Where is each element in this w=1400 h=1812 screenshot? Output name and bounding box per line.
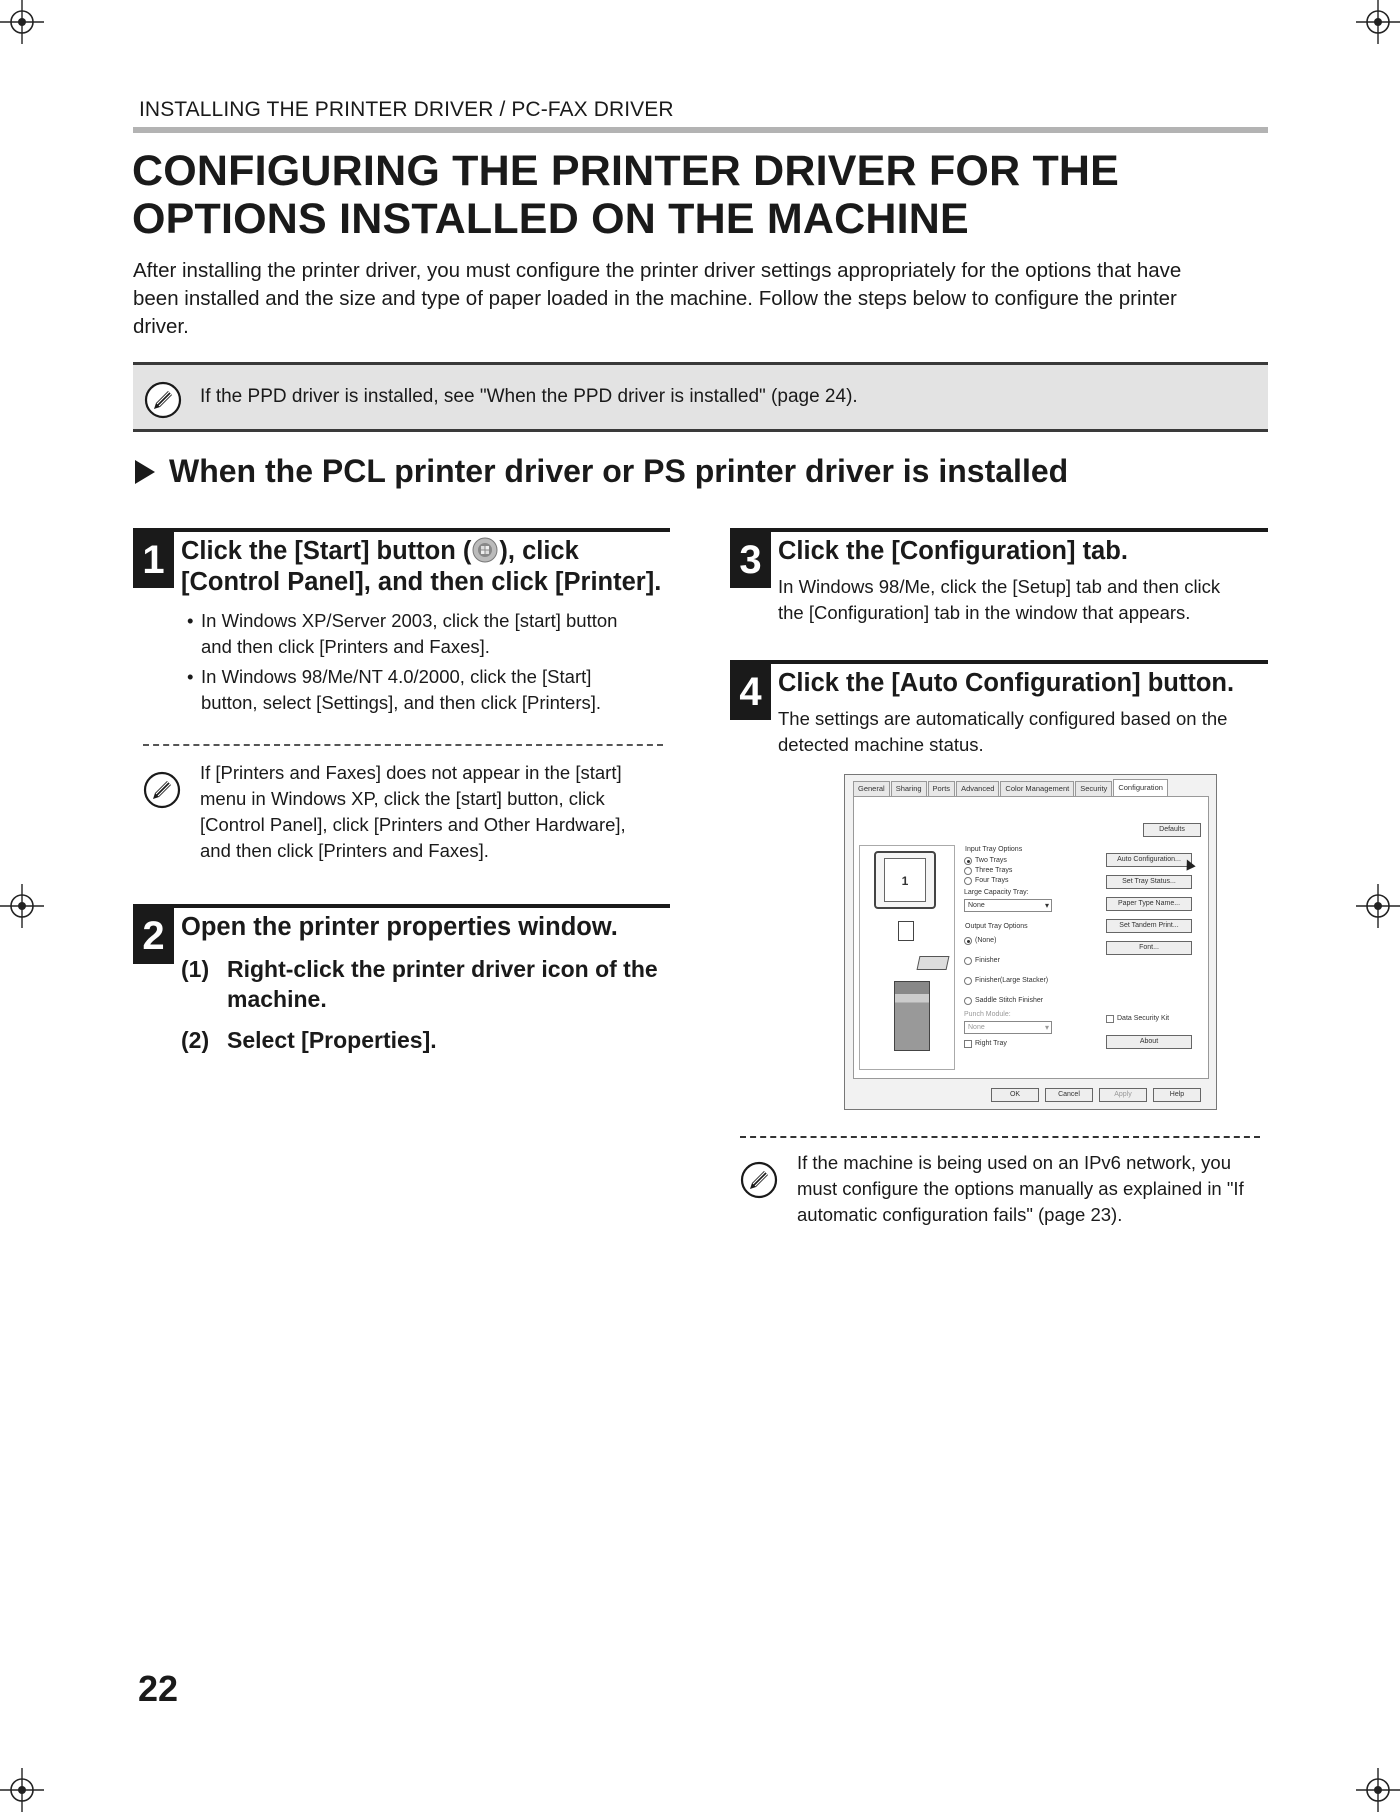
step-1-note-line-4: and then click [Printers and Faxes]. (200, 840, 489, 861)
section-heading-text: When the PCL printer driver or PS printer driver is installed (169, 453, 1069, 489)
set-tandem-print-button[interactable]: Set Tandem Print... (1106, 919, 1192, 933)
step-1-note-line-3: [Control Panel], click [Printers and Other Hardware], (200, 814, 626, 835)
crop-mark-bottom-left (0, 1768, 44, 1812)
tray-stack-icon (898, 921, 914, 941)
output-none-label: (None) (975, 937, 997, 944)
step-3-rule (730, 528, 1268, 532)
step-1-note-line-2: menu in Windows XP, click the [start] button, click (200, 788, 605, 809)
printer-properties-dialog-screenshot (844, 774, 1217, 1110)
step-4 (730, 660, 1268, 770)
page-title (132, 147, 1282, 243)
step-2-substep-2-number: (2) (181, 1027, 210, 1053)
output-tray-icon (917, 956, 950, 970)
apply-button[interactable]: Apply (1099, 1088, 1147, 1102)
four-trays-radio[interactable] (964, 877, 972, 885)
tray-diagram-icon (874, 851, 936, 909)
step-4-note-divider (740, 1136, 1260, 1138)
tab-advanced[interactable]: Advanced (956, 781, 999, 797)
tab-sharing[interactable]: Sharing (891, 781, 927, 797)
large-capacity-tray-select[interactable]: None ▾ (964, 899, 1052, 912)
finisher-large-stacker-radio[interactable] (964, 977, 972, 985)
saddle-stitch-finisher-radio[interactable] (964, 997, 972, 1005)
tab-security[interactable]: Security (1075, 781, 1112, 797)
step-3-desc-line-2: the [Configuration] tab in the window that appears. (778, 602, 1191, 623)
step-3 (730, 528, 1268, 638)
four-trays-label: Four Trays (975, 877, 1009, 884)
punch-module-select[interactable]: None ▾ (964, 1021, 1052, 1034)
output-tray-options-label: Output Tray Options (965, 923, 1028, 930)
step-1-bullet-1-line-2: and then click [Printers and Faxes]. (201, 636, 490, 657)
data-security-kit-label: Data Security Kit (1117, 1015, 1170, 1022)
step-1-bullet-2-line-1: In Windows 98/Me/NT 4.0/2000, click the [Start] (201, 666, 592, 687)
step-2-number: 2 (133, 908, 174, 964)
step-2-rule (133, 904, 670, 908)
step-4-note-line-1: If the machine is being used on an IPv6 network, you (797, 1152, 1231, 1173)
windows-start-button-icon (471, 536, 499, 564)
crop-mark-top-right (1356, 0, 1400, 44)
pencil-note-icon (143, 380, 183, 420)
output-none-radio[interactable] (964, 937, 972, 945)
step-4-note-line-3: automatic configuration fails" (page 23). (797, 1204, 1123, 1225)
intro-line-3: driver. (133, 315, 189, 338)
pencil-note-icon (142, 770, 182, 810)
step-4-number: 4 (730, 664, 771, 720)
step-4-note-text (797, 1150, 1244, 1228)
step-1-number: 1 (133, 532, 174, 588)
page-title-line-1: CONFIGURING THE PRINTER DRIVER FOR THE (132, 147, 1120, 195)
crop-mark-middle-left (0, 884, 44, 928)
auto-configuration-button[interactable]: Auto Configuration... (1106, 853, 1192, 867)
ok-button[interactable]: OK (991, 1088, 1039, 1102)
step-1-rule (133, 528, 670, 532)
finisher-radio[interactable] (964, 957, 972, 965)
tray-inner-page: 1 (884, 858, 926, 902)
right-tray-checkbox[interactable] (964, 1040, 972, 1048)
finisher-label: Finisher (975, 957, 1000, 964)
bullet-dot: • (187, 666, 194, 687)
step-3-desc-line-1: In Windows 98/Me, click the [Setup] tab and then click (778, 576, 1221, 597)
step-2-substep-1-line-2: machine. (227, 986, 327, 1012)
copier-machine-icon (894, 981, 930, 1051)
configuration-panel (853, 796, 1209, 1079)
input-tray-options-label: Input Tray Options (965, 846, 1023, 853)
step-4-title: Click the [Auto Configuration] button. (778, 669, 1235, 697)
tab-general[interactable]: General (853, 781, 890, 797)
step-1-title (181, 536, 661, 598)
step-2-substep-1-text (227, 954, 658, 1014)
tab-configuration[interactable]: Configuration (1113, 779, 1168, 796)
step-3-title: Click the [Configuration] tab. (778, 537, 1128, 565)
step-2-substep-2-text: Select [Properties]. (227, 1027, 437, 1053)
tab-color-management[interactable]: Color Management (1000, 781, 1074, 797)
intro-paragraph (133, 257, 1273, 341)
finisher-large-stacker-label: Finisher(Large Stacker) (975, 977, 1049, 984)
about-button[interactable]: About (1106, 1035, 1192, 1049)
header-rule (133, 127, 1268, 133)
page-title-line-2: OPTIONS INSTALLED ON THE MACHINE (132, 195, 969, 243)
step-4-rule (730, 660, 1268, 664)
running-head: INSTALLING THE PRINTER DRIVER / PC-FAX DRIVER (139, 98, 674, 121)
set-tray-status-button[interactable]: Set Tray Status... (1106, 875, 1192, 889)
step-4-desc-line-1: The settings are automatically configured based on the (778, 708, 1228, 729)
step-1-bullet-1 (187, 608, 618, 660)
two-trays-radio[interactable] (964, 857, 972, 865)
step-2-substep-1-number: (1) (181, 956, 210, 982)
step-1-bullet-2 (187, 664, 602, 716)
section-heading (135, 453, 1068, 490)
crop-mark-top-left (0, 0, 44, 44)
step-1-note-divider (143, 744, 663, 746)
page-number: 22 (138, 1668, 179, 1709)
crop-mark-bottom-right (1356, 1768, 1400, 1812)
ppd-note-box (133, 362, 1268, 432)
step-4-note-line-2: must configure the options manually as explained in "If (797, 1178, 1244, 1199)
step-4-description (778, 706, 1227, 758)
right-tray-label: Right Tray (975, 1040, 1007, 1047)
bullet-dot: • (187, 610, 194, 631)
tab-ports[interactable]: Ports (928, 781, 956, 797)
machine-illustration (859, 845, 955, 1070)
ppd-note-text: If the PPD driver is installed, see "When the PPD driver is installed" (page 24). (200, 386, 858, 407)
three-trays-radio[interactable] (964, 867, 972, 875)
step-1-bullet-1-line-1: In Windows XP/Server 2003, click the [start] button (201, 610, 618, 631)
step-1-title-part-a: Click the [Start] button ( (181, 537, 472, 565)
step-2-title: Open the printer properties window. (181, 913, 618, 941)
mouse-cursor-icon (1182, 857, 1195, 870)
intro-line-2: been installed and the size and type of paper loaded in the machine. Follow the steps below to configure the printer (133, 287, 1177, 310)
triangle-bullet-icon (135, 460, 155, 484)
crop-mark-middle-right (1356, 884, 1400, 928)
data-security-kit-checkbox[interactable] (1106, 1015, 1114, 1023)
saddle-stitch-finisher-label: Saddle Stitch Finisher (975, 997, 1044, 1004)
dialog-tab-bar (853, 781, 1169, 797)
defaults-button[interactable]: Defaults (1143, 823, 1201, 837)
font-button[interactable]: Font... (1106, 941, 1192, 955)
step-1-title-line-2: [Control Panel], and then click [Printer]. (181, 568, 662, 596)
step-1-bullet-2-line-2: button, select [Settings], and then click [Printers]. (201, 692, 602, 713)
pencil-note-icon (739, 1160, 779, 1200)
step-3-number: 3 (730, 532, 771, 588)
help-button[interactable]: Help (1153, 1088, 1201, 1102)
three-trays-label: Three Trays (975, 867, 1013, 874)
step-4-desc-line-2: detected machine status. (778, 734, 984, 755)
step-3-description (778, 574, 1220, 626)
step-1-title-part-b: ), click (499, 537, 579, 565)
cancel-button[interactable]: Cancel (1045, 1088, 1093, 1102)
two-trays-label: Two Trays (975, 857, 1007, 864)
paper-type-name-button[interactable]: Paper Type Name... (1106, 897, 1192, 911)
step-1-note-line-1: If [Printers and Faxes] does not appear in the [start] (200, 762, 622, 783)
step-1-note-text (200, 760, 626, 864)
step-2-substep-1-line-1: Right-click the printer driver icon of the (227, 956, 658, 982)
large-capacity-tray-label: Large Capacity Tray: (964, 889, 1029, 896)
intro-line-1: After installing the printer driver, you must configure the printer driver settings appropriately for the options that have (133, 259, 1182, 282)
punch-module-label: Punch Module: (964, 1011, 1011, 1018)
